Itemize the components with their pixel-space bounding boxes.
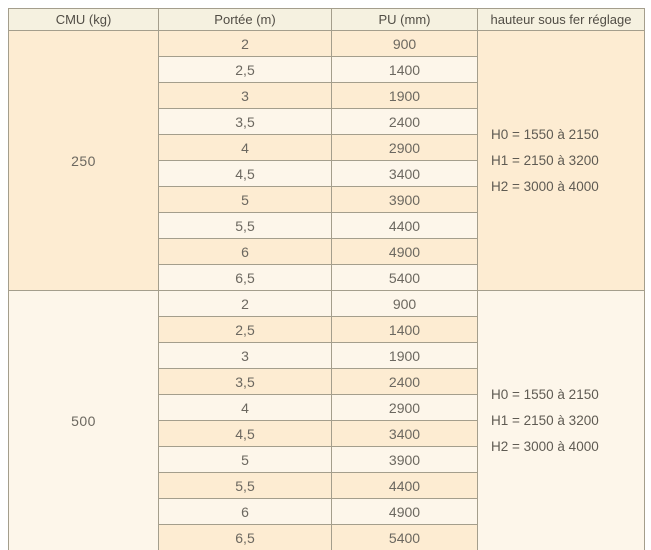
hauteur-line-h1: H1 = 2150 à 3200 — [491, 152, 599, 168]
spec-table — [8, 8, 645, 550]
pu-cell: 1400 — [332, 57, 478, 83]
portee-cell: 3,5 — [159, 369, 332, 395]
pu-cell: 4400 — [332, 213, 478, 239]
pu-cell: 900 — [332, 31, 478, 57]
pu-cell: 1900 — [332, 83, 478, 109]
portee-cell: 3 — [159, 83, 332, 109]
portee-cell: 2,5 — [159, 57, 332, 83]
portee-cell: 3,5 — [159, 109, 332, 135]
group-250 — [9, 31, 645, 291]
pu-cell: 1400 — [332, 317, 478, 343]
pu-cell: 4900 — [332, 239, 478, 265]
portee-cell: 3 — [159, 343, 332, 369]
pu-cell: 5400 — [332, 265, 478, 291]
header-hauteur: hauteur sous fer réglage — [478, 9, 645, 31]
pu-cell: 2900 — [332, 395, 478, 421]
pu-cell: 3400 — [332, 161, 478, 187]
portee-cell: 2 — [159, 31, 332, 57]
portee-cell: 4 — [159, 395, 332, 421]
pu-cell: 2900 — [332, 135, 478, 161]
pu-cell: 2400 — [332, 369, 478, 395]
table-row — [9, 291, 645, 317]
portee-cell: 2 — [159, 291, 332, 317]
portee-cell: 4,5 — [159, 421, 332, 447]
header-cmu: CMU (kg) — [9, 9, 159, 31]
pu-cell: 1900 — [332, 343, 478, 369]
hauteur-line-h0: H0 = 1550 à 2150 — [491, 386, 599, 402]
portee-cell: 2,5 — [159, 317, 332, 343]
pu-cell: 900 — [332, 291, 478, 317]
pu-cell: 3400 — [332, 421, 478, 447]
header-portee: Portée (m) — [159, 9, 332, 31]
group-500 — [9, 291, 645, 550]
portee-cell: 6 — [159, 239, 332, 265]
header-row — [9, 9, 645, 31]
table-row — [9, 31, 645, 57]
cmu-value: 500 — [9, 291, 159, 550]
portee-cell: 4,5 — [159, 161, 332, 187]
pu-cell: 4400 — [332, 473, 478, 499]
hauteur-line-h0: H0 = 1550 à 2150 — [491, 126, 599, 142]
portee-cell: 5 — [159, 187, 332, 213]
portee-cell: 4 — [159, 135, 332, 161]
pu-cell: 4900 — [332, 499, 478, 525]
hauteur-line-h1: H1 = 2150 à 3200 — [491, 412, 599, 428]
portee-cell: 6,5 — [159, 525, 332, 550]
portee-cell: 5 — [159, 447, 332, 473]
pu-cell: 3900 — [332, 447, 478, 473]
header-pu: PU (mm) — [332, 9, 478, 31]
portee-cell: 6,5 — [159, 265, 332, 291]
hauteur-line-h2: H2 = 3000 à 4000 — [491, 178, 599, 194]
hauteur-cell — [478, 31, 645, 291]
portee-cell: 5,5 — [159, 213, 332, 239]
pu-cell: 3900 — [332, 187, 478, 213]
pu-cell: 5400 — [332, 525, 478, 550]
portee-cell: 5,5 — [159, 473, 332, 499]
cmu-value: 250 — [9, 31, 159, 291]
hauteur-line-h2: H2 = 3000 à 4000 — [491, 438, 599, 454]
portee-cell: 6 — [159, 499, 332, 525]
pu-cell: 2400 — [332, 109, 478, 135]
hauteur-cell — [478, 291, 645, 550]
